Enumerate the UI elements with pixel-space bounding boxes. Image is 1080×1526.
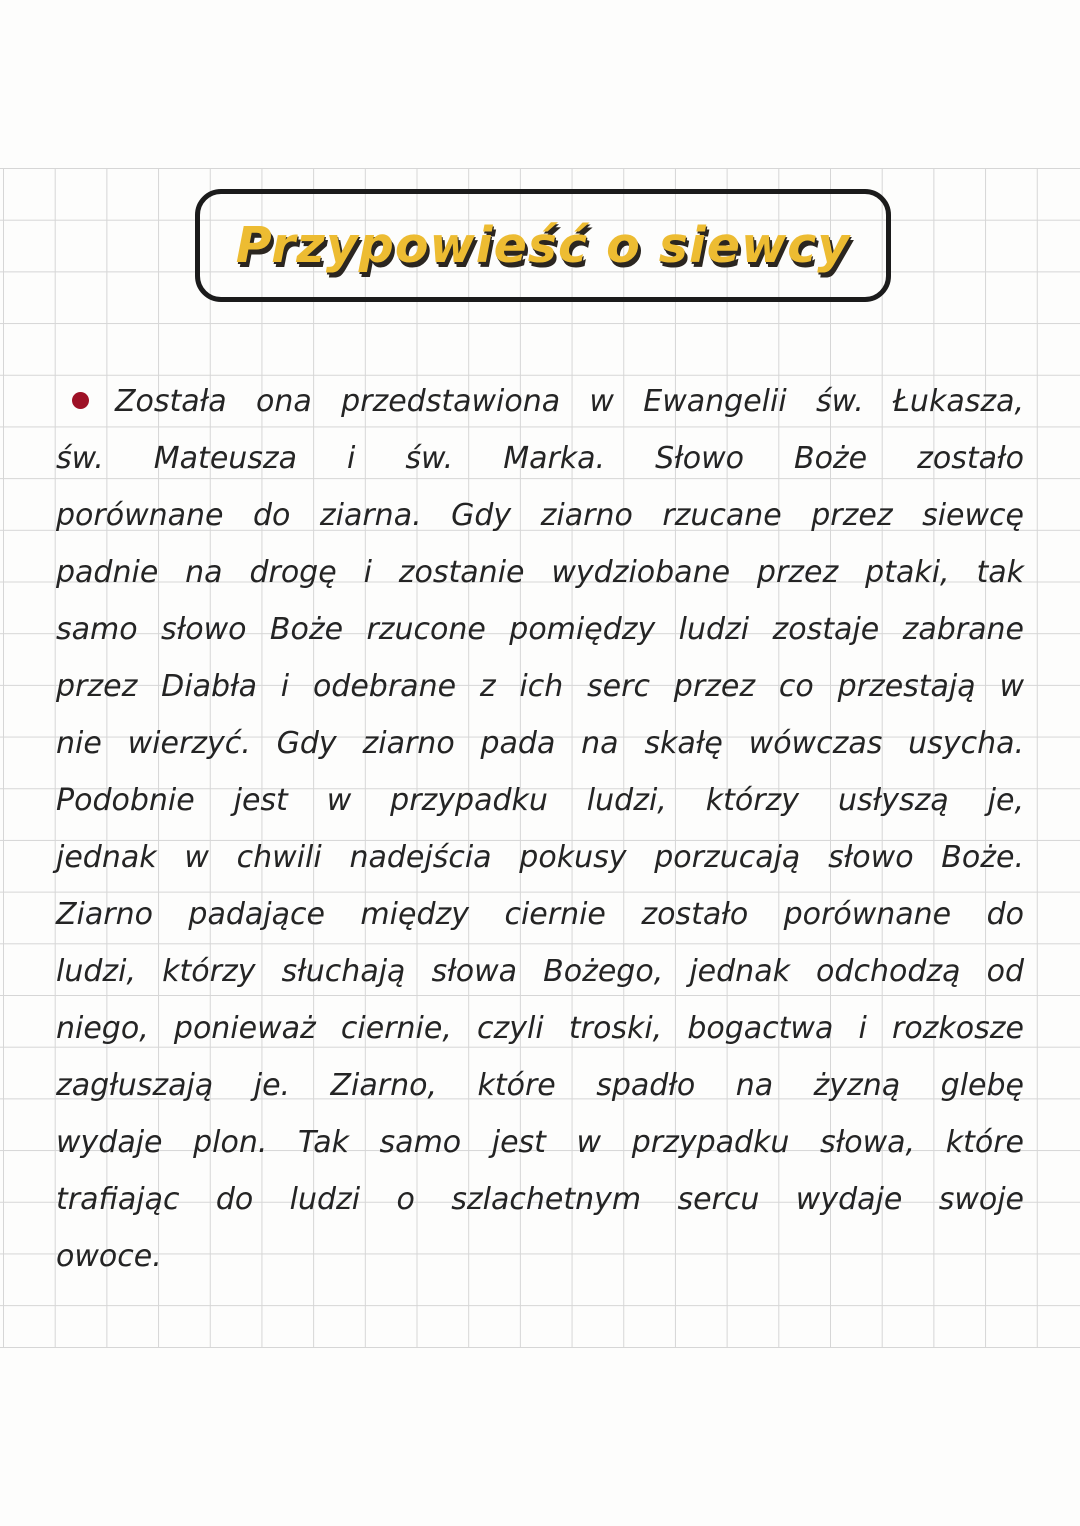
- line-text: Została ona przedstawiona w Ewangelii św. Łukasza,: [115, 384, 1024, 419]
- note-line: [56, 544, 1024, 601]
- note-line: [56, 430, 1024, 487]
- line-text: samo słowo Boże rzucone pomiędzy ludzi zostaje zabrane: [56, 612, 1024, 647]
- note-line: [56, 772, 1024, 829]
- line-text: przez Diabła i odebrane z ich serc przez co przestają w: [56, 669, 1024, 704]
- line-text: trafiając do ludzi o szlachetnym sercu wydaje swoje: [56, 1182, 1024, 1217]
- title-box: [195, 189, 891, 302]
- note-line: [56, 487, 1024, 544]
- line-text: wydaje plon. Tak samo jest w przypadku słowa, które: [56, 1125, 1024, 1160]
- line-text: św. Mateusza i św. Marka. Słowo Boże zostało: [56, 441, 1024, 476]
- line-text: porównane do ziarna. Gdy ziarno rzucane przez siewcę: [56, 498, 1024, 533]
- line-text: jednak w chwili nadejścia pokusy porzucają słowo Boże.: [56, 840, 1024, 875]
- note-line: [56, 943, 1024, 1000]
- note-line: [56, 1171, 1024, 1228]
- line-text: padnie na drogę i zostanie wydziobane przez ptaki, tak: [56, 555, 1024, 590]
- note-line: [56, 1114, 1024, 1171]
- grid-paper: [0, 168, 1080, 1348]
- note-line: [56, 373, 1024, 430]
- line-text: niego, ponieważ ciernie, czyli troski, bogactwa i rozkosze: [56, 1011, 1024, 1046]
- note-line: [56, 1000, 1024, 1057]
- page-title: Przypowieść o siewcy: [235, 217, 851, 274]
- line-text: zagłuszają je. Ziarno, które spadło na żyzną glebę: [56, 1068, 1024, 1103]
- note-line: [56, 829, 1024, 886]
- note-line: [56, 1228, 1024, 1285]
- line-text: Ziarno padające między ciernie zostało porównane do: [56, 897, 1024, 932]
- note-line: [56, 658, 1024, 715]
- line-text: owoce.: [56, 1239, 162, 1274]
- note-line: [56, 715, 1024, 772]
- line-text: Podobnie jest w przypadku ludzi, którzy usłyszą je,: [56, 783, 1024, 818]
- red-dot-bullet-icon: [72, 392, 89, 409]
- note-line: [56, 601, 1024, 658]
- line-text: nie wierzyć. Gdy ziarno pada na skałę wówczas usycha.: [56, 726, 1024, 761]
- note-line: [56, 1057, 1024, 1114]
- note-paragraph: [56, 373, 1024, 1285]
- line-text: ludzi, którzy słuchają słowa Bożego, jednak odchodzą od: [56, 954, 1024, 989]
- note-line: [56, 886, 1024, 943]
